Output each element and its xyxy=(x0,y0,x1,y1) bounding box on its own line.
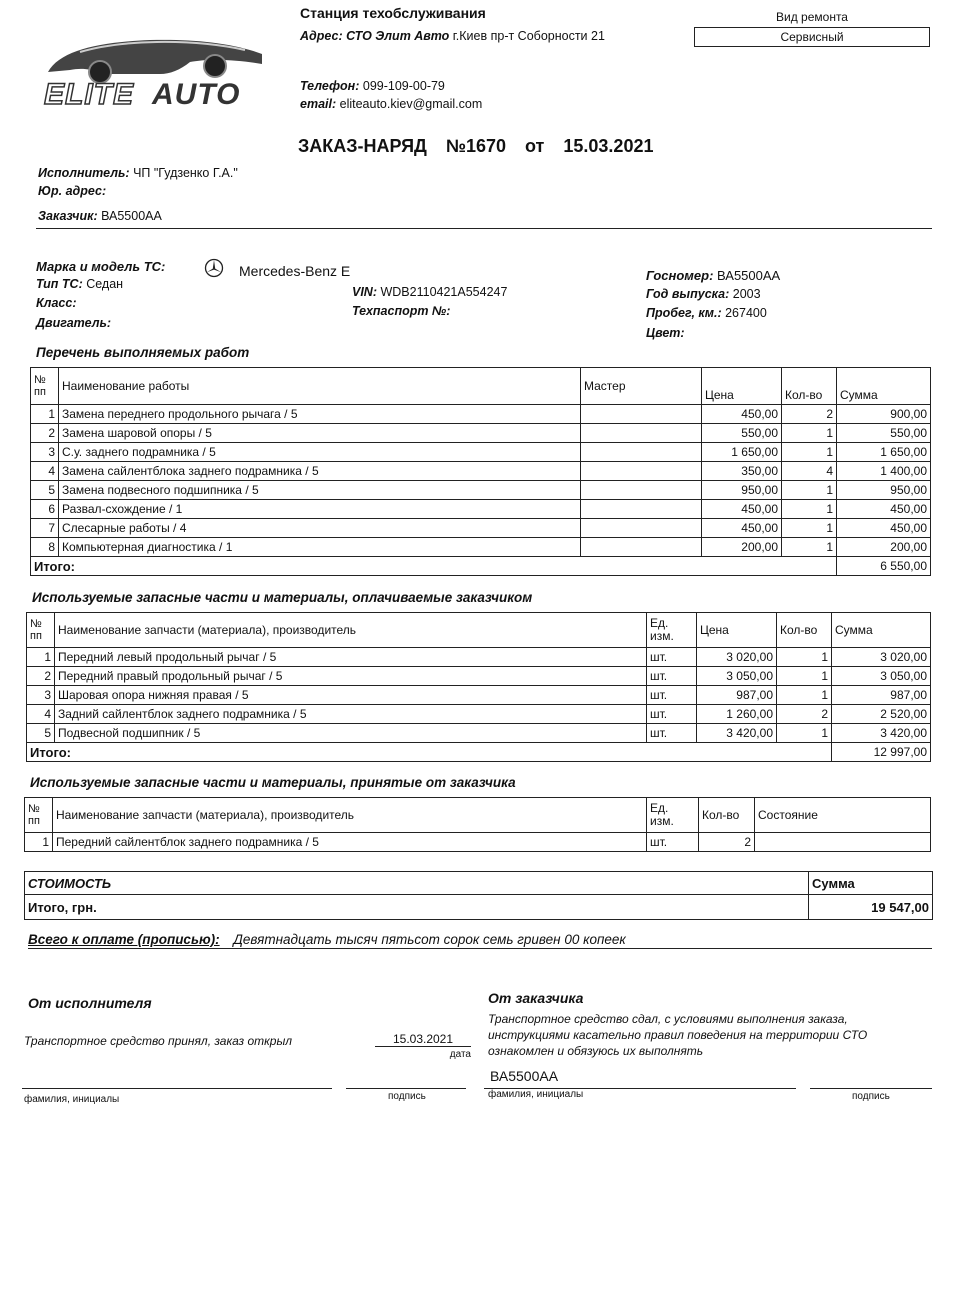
parts-cell-unit: шт. xyxy=(647,705,697,724)
customer-parts-row xyxy=(25,833,931,852)
customer-sign-line xyxy=(810,1088,932,1089)
parts-total-label: Итого: xyxy=(27,743,832,762)
customer-sign-text: Транспортное средство сдал, с условиями выполнения заказа, инструкциями касательно правил поведения на территории СТО ознакомлен и обязуюсь их выполнять xyxy=(488,1012,868,1058)
customer-name-caption: фамилия, инициалы xyxy=(488,1089,584,1100)
executor-sign-caption: подпись xyxy=(388,1091,426,1102)
parts-cell-price: 3 050,00 xyxy=(697,667,777,686)
parts-cell-unit: шт. xyxy=(647,686,697,705)
mileage-label: Пробег, км.: xyxy=(646,306,722,320)
works-cell-master xyxy=(581,443,702,462)
works-cell-master xyxy=(581,481,702,500)
amount-in-words xyxy=(28,932,932,949)
parts-row xyxy=(27,724,931,743)
customer-parts-header-row xyxy=(25,798,931,833)
order-date: 15.03.2021 xyxy=(563,136,654,156)
cost-sum-label: Сумма xyxy=(809,872,933,895)
customer-parts-cell-name: Передний сайлентблок заднего подрамника / 5 xyxy=(53,833,647,852)
parts-row xyxy=(27,686,931,705)
works-col-sum: Сумма xyxy=(837,368,931,405)
parts-col-price: Цена xyxy=(697,613,777,648)
parts-cell-sum: 2 520,00 xyxy=(832,705,931,724)
class-label: Класс: xyxy=(36,296,77,310)
works-cell-name: С.у. заднего подрамника / 5 xyxy=(59,443,581,462)
works-cell-price: 450,00 xyxy=(702,500,782,519)
parts-row xyxy=(27,648,931,667)
station-title: Станция техобслуживания xyxy=(300,5,486,21)
works-cell-qty: 1 xyxy=(782,538,837,557)
works-cell-n: 5 xyxy=(31,481,59,500)
works-cell-name: Развал-схождение / 1 xyxy=(59,500,581,519)
executor-line xyxy=(38,166,238,180)
works-header-row xyxy=(31,368,931,405)
cost-table xyxy=(24,871,933,920)
works-total-row xyxy=(31,557,931,576)
order-title xyxy=(298,136,653,157)
year-line xyxy=(646,287,761,301)
works-cell-master xyxy=(581,405,702,424)
customer-label: Заказчик: xyxy=(38,209,98,223)
parts-cell-name: Задний сайлентблок заднего подрамника / 5 xyxy=(55,705,647,724)
works-cell-sum: 550,00 xyxy=(837,424,931,443)
works-cell-name: Компьютерная диагностика / 1 xyxy=(59,538,581,557)
make-model-value: Mercedes-Benz E xyxy=(239,263,351,279)
repair-type-value: Сервисный xyxy=(694,27,930,47)
customer-parts-col-qty: Кол-во xyxy=(699,798,755,833)
vin-value: WDB2110421A554247 xyxy=(380,285,508,299)
address-value: г.Киев пр-т Соборности 21 xyxy=(452,29,605,43)
works-cell-qty: 1 xyxy=(782,424,837,443)
mercedes-logo-icon xyxy=(204,258,224,278)
parts-cell-qty: 1 xyxy=(777,686,832,705)
works-cell-price: 450,00 xyxy=(702,405,782,424)
works-cell-n: 4 xyxy=(31,462,59,481)
works-cell-n: 6 xyxy=(31,500,59,519)
type-line xyxy=(36,277,123,291)
works-cell-price: 450,00 xyxy=(702,519,782,538)
customer-parts-cell-qty: 2 xyxy=(699,833,755,852)
parts-cell-price: 1 260,00 xyxy=(697,705,777,724)
executor-label: Исполнитель: xyxy=(38,166,130,180)
email-line xyxy=(300,97,482,111)
parts-cell-unit: шт. xyxy=(647,648,697,667)
parts-total-row xyxy=(27,743,931,762)
works-cell-price: 350,00 xyxy=(702,462,782,481)
customer-parts-cell-n: 1 xyxy=(25,833,53,852)
date-caption: дата xyxy=(449,1049,471,1060)
amount-in-words-label: Всего к оплате (прописью): xyxy=(28,932,220,947)
make-model-label: Марка и модель ТС: xyxy=(36,259,166,274)
parts-cell-name: Шаровая опора нижняя правая / 5 xyxy=(55,686,647,705)
order-title-text: ЗАКАЗ-НАРЯД xyxy=(298,136,427,156)
parts-cell-qty: 1 xyxy=(777,667,832,686)
works-cell-n: 1 xyxy=(31,405,59,424)
works-cell-qty: 1 xyxy=(782,500,837,519)
works-cell-price: 200,00 xyxy=(702,538,782,557)
legal-address-label: Юр. адрес: xyxy=(38,184,107,198)
vin-line xyxy=(352,285,507,299)
executor-sign-date: 15.03.2021 xyxy=(375,1032,471,1047)
customer-divider xyxy=(36,228,932,229)
works-cell-qty: 1 xyxy=(782,443,837,462)
parts-cell-unit: шт. xyxy=(647,724,697,743)
works-cell-name: Замена сайлентблока заднего подрамника / 5 xyxy=(59,462,581,481)
executor-name-line xyxy=(22,1088,332,1089)
works-cell-price: 1 650,00 xyxy=(702,443,782,462)
parts-cell-sum: 3 050,00 xyxy=(832,667,931,686)
plate-value: ВА5500АА xyxy=(717,268,781,283)
works-row xyxy=(31,462,931,481)
works-total-value: 6 550,00 xyxy=(837,557,931,576)
repair-type-label: Вид ремонта xyxy=(776,10,848,24)
works-cell-name: Замена шаровой опоры / 5 xyxy=(59,424,581,443)
works-col-qty: Кол-во xyxy=(782,368,837,405)
parts-cell-qty: 1 xyxy=(777,724,832,743)
parts-row xyxy=(27,667,931,686)
address-line xyxy=(300,29,605,43)
works-cell-qty: 1 xyxy=(782,481,837,500)
parts-cell-price: 987,00 xyxy=(697,686,777,705)
works-cell-sum: 450,00 xyxy=(837,519,931,538)
works-row xyxy=(31,405,931,424)
executor-sign-line xyxy=(346,1088,466,1089)
customer-sign-caption: подпись xyxy=(852,1091,890,1102)
customer-parts-col-num: № пп xyxy=(25,798,53,833)
executor-value: ЧП "Гудзенко Г.А." xyxy=(133,166,238,180)
phone-line xyxy=(300,79,445,93)
parts-cell-n: 5 xyxy=(27,724,55,743)
vin-label: VIN: xyxy=(352,285,377,299)
works-cell-master xyxy=(581,519,702,538)
customer-parts-table xyxy=(24,797,931,852)
works-total-label: Итого: xyxy=(31,557,837,576)
plate-label: Госномер: xyxy=(646,268,714,283)
customer-parts-col-state: Состояние xyxy=(755,798,931,833)
executor-name-caption: фамилия, инициалы xyxy=(24,1094,120,1105)
works-cell-name: Замена переднего продольного рычага / 5 xyxy=(59,405,581,424)
parts-cell-name: Передний левый продольный рычаг / 5 xyxy=(55,648,647,667)
parts-cell-price: 3 020,00 xyxy=(697,648,777,667)
email-value: eliteauto.kiev@gmail.com xyxy=(339,97,483,111)
mileage-value: 267400 xyxy=(725,306,767,320)
customer-parts-col-unit: Ед. изм. xyxy=(647,798,699,833)
works-cell-master xyxy=(581,462,702,481)
parts-total-value: 12 997,00 xyxy=(832,743,931,762)
works-cell-sum: 900,00 xyxy=(837,405,931,424)
works-cell-qty: 1 xyxy=(782,519,837,538)
parts-cell-price: 3 420,00 xyxy=(697,724,777,743)
parts-cell-sum: 3 420,00 xyxy=(832,724,931,743)
works-cell-name: Замена подвесного подшипника / 5 xyxy=(59,481,581,500)
works-row xyxy=(31,443,931,462)
works-col-price: Цена xyxy=(702,368,782,405)
customer-parts-section-title: Используемые запасные части и материалы, принятые от заказчика xyxy=(30,775,516,790)
parts-section-title: Используемые запасные части и материалы, оплачиваемые заказчиком xyxy=(32,590,533,605)
cost-total-value: 19 547,00 xyxy=(809,895,933,920)
parts-col-unit: Ед. изм. xyxy=(647,613,697,648)
executor-sign-text: Транспортное средство принял, заказ открыл xyxy=(24,1034,293,1048)
works-cell-master xyxy=(581,424,702,443)
executor-sign-title: От исполнителя xyxy=(28,995,152,1011)
works-cell-n: 2 xyxy=(31,424,59,443)
email-label: email: xyxy=(300,97,337,111)
works-cell-n: 7 xyxy=(31,519,59,538)
parts-cell-unit: шт. xyxy=(647,667,697,686)
works-row xyxy=(31,424,931,443)
parts-cell-name: Передний правый продольный рычаг / 5 xyxy=(55,667,647,686)
works-cell-sum: 450,00 xyxy=(837,500,931,519)
works-cell-sum: 1 650,00 xyxy=(837,443,931,462)
engine-label: Двигатель: xyxy=(36,316,112,330)
cost-total-label: Итого, грн. xyxy=(25,895,809,920)
works-cell-qty: 2 xyxy=(782,405,837,424)
color-label: Цвет: xyxy=(646,326,685,340)
parts-cell-name: Подвесной подшипник / 5 xyxy=(55,724,647,743)
phone-value: 099-109-00-79 xyxy=(362,79,445,93)
works-col-name: Наименование работы xyxy=(59,368,581,405)
logo-text-elite: ELITE xyxy=(44,78,135,111)
amount-in-words-value: Девятнадцать тысяч пятьсот сорок семь гривен 00 копеек xyxy=(233,932,626,947)
type-value: Седан xyxy=(86,277,124,291)
works-cell-price: 950,00 xyxy=(702,481,782,500)
plate-line xyxy=(646,268,780,283)
parts-cell-sum: 3 020,00 xyxy=(832,648,931,667)
customer-line xyxy=(38,209,162,223)
parts-col-num: № пп xyxy=(27,613,55,648)
works-cell-sum: 1 400,00 xyxy=(837,462,931,481)
parts-cell-qty: 1 xyxy=(777,648,832,667)
parts-col-sum: Сумма xyxy=(832,613,931,648)
works-cell-n: 8 xyxy=(31,538,59,557)
car-silhouette-icon xyxy=(40,30,270,85)
works-col-num: № пп xyxy=(31,368,59,405)
customer-parts-cell-unit: шт. xyxy=(647,833,699,852)
customer-parts-cell-state xyxy=(755,833,931,852)
customer-sign-title: От заказчика xyxy=(488,990,584,1006)
works-cell-name: Слесарные работы / 4 xyxy=(59,519,581,538)
works-cell-sum: 200,00 xyxy=(837,538,931,557)
works-cell-price: 550,00 xyxy=(702,424,782,443)
parts-col-qty: Кол-во xyxy=(777,613,832,648)
works-row xyxy=(31,481,931,500)
works-row xyxy=(31,500,931,519)
parts-table xyxy=(26,612,931,762)
works-cell-master xyxy=(581,500,702,519)
parts-cell-qty: 2 xyxy=(777,705,832,724)
works-section-title: Перечень выполняемых работ xyxy=(36,345,250,360)
passport-label: Техпаспорт №: xyxy=(352,304,451,318)
works-cell-n: 3 xyxy=(31,443,59,462)
logo-text-auto: AUTO xyxy=(152,78,241,111)
customer-parts-col-name: Наименование запчасти (материала), производитель xyxy=(53,798,647,833)
order-from: от xyxy=(525,136,545,156)
works-table xyxy=(30,367,931,576)
mileage-line xyxy=(646,306,767,320)
parts-cell-n: 1 xyxy=(27,648,55,667)
works-row xyxy=(31,538,931,557)
works-cell-master xyxy=(581,538,702,557)
parts-col-name: Наименование запчасти (материала), производитель xyxy=(55,613,647,648)
phone-label: Телефон: xyxy=(300,79,360,93)
type-label: Тип ТС: xyxy=(36,277,83,291)
cost-label: СТОИМОСТЬ xyxy=(25,872,809,895)
customer-value: ВА5500АА xyxy=(101,209,162,223)
year-value: 2003 xyxy=(732,287,761,301)
address-label: Адрес: СТО Элит Авто xyxy=(300,29,450,43)
parts-header-row xyxy=(27,613,931,648)
customer-sign-name: ВА5500АА xyxy=(490,1068,559,1084)
company-logo xyxy=(40,30,270,115)
parts-row xyxy=(27,705,931,724)
year-label: Год выпуска: xyxy=(646,287,730,301)
parts-cell-sum: 987,00 xyxy=(832,686,931,705)
works-row xyxy=(31,519,931,538)
parts-cell-n: 3 xyxy=(27,686,55,705)
works-cell-qty: 4 xyxy=(782,462,837,481)
works-col-master: Мастер xyxy=(581,368,702,405)
parts-cell-n: 4 xyxy=(27,705,55,724)
works-cell-sum: 950,00 xyxy=(837,481,931,500)
parts-cell-n: 2 xyxy=(27,667,55,686)
order-number: №1670 xyxy=(445,136,506,156)
